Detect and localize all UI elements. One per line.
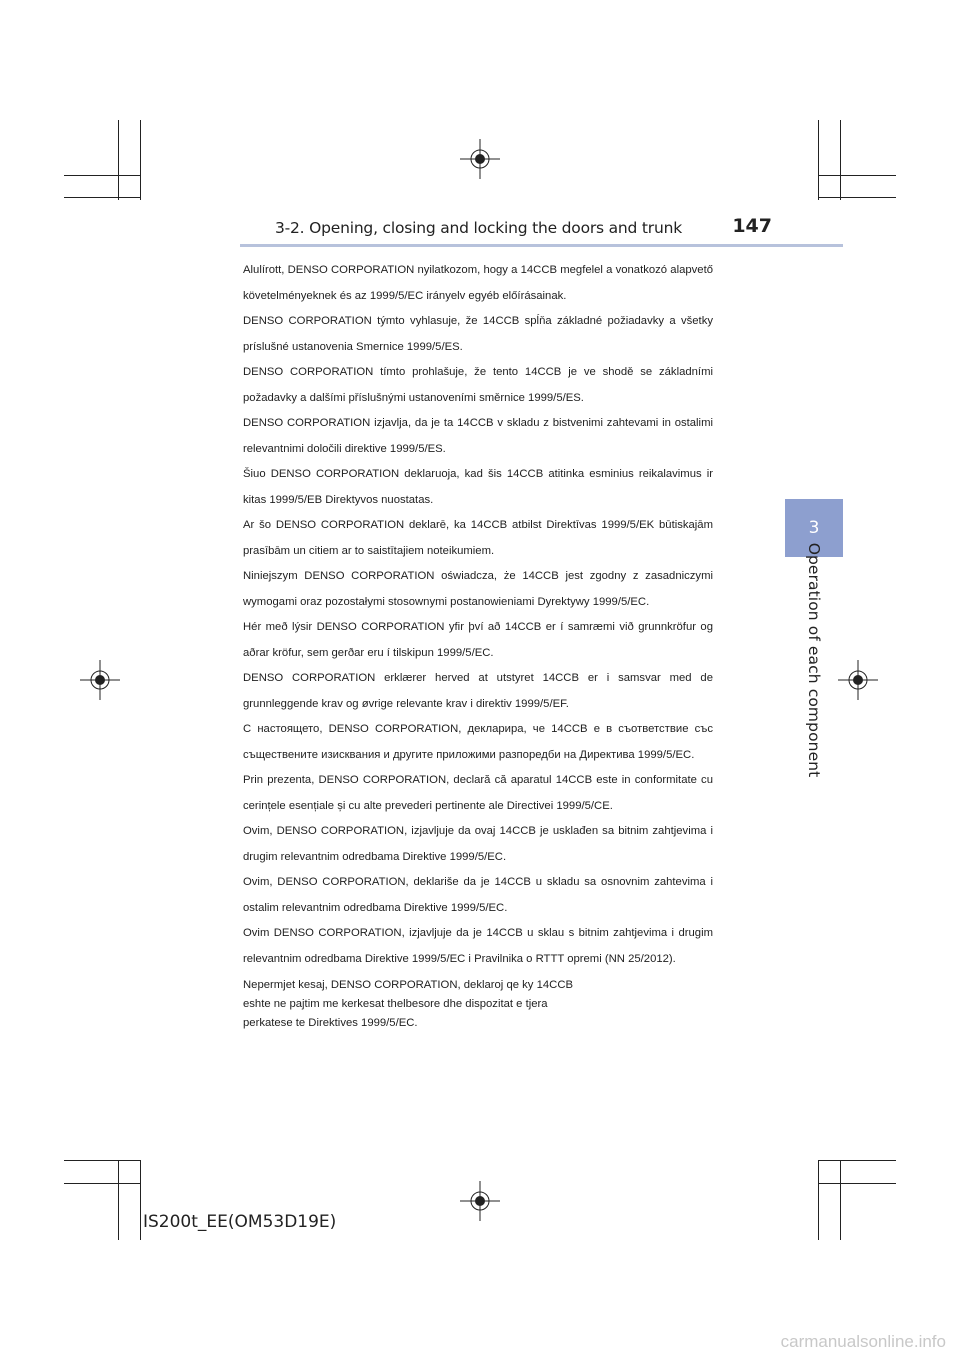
page-number: 147: [732, 215, 772, 237]
crop-mark: [64, 1183, 140, 1184]
registration-mark-icon: [838, 660, 878, 700]
watermark: carmanualsonline.info: [780, 1332, 946, 1351]
crop-mark: [64, 197, 140, 198]
crop-mark: [140, 1160, 141, 1240]
header-divider: [240, 244, 843, 247]
paragraph-sk: DENSO CORPORATION týmto vyhlasuje, že 14CCB spĺňa základné požiadavky a všetky príslušné ustanovenia Smernice 1999/5/ES.: [243, 315, 713, 353]
declaration-text: [243, 258, 713, 1033]
paragraph-cs: DENSO CORPORATION tímto prohlašuje, že tento 14CCB je ve shodě se základními požadavky a dalšími příslušnými ustanoveními směrnice 1999/5/ES.: [243, 366, 713, 404]
crop-mark: [818, 1160, 819, 1240]
paragraph-no: DENSO CORPORATION erklærer herved at utstyret 14CCB er i samsvar med de grunnleggende krav og øvrige relevante krav i direktiv 1999/5/EF.: [243, 672, 713, 710]
crop-mark: [818, 197, 896, 198]
paragraph-sr: Ovim, DENSO CORPORATION, deklariše da je 14CCB u skladu sa osnovnim zahtevima i ostalim relevantnim odredbama Direktive 1999/5/EC.: [243, 876, 713, 914]
section-title: 3-2. Opening, closing and locking the doors and trunk: [274, 219, 682, 237]
paragraph-lv: Ar šo DENSO CORPORATION deklarē, ka 14CCB atbilst Direktīvas 1999/5/EK būtiskajām prasībām un citiem ar to saistītajiem noteikumiem.: [243, 519, 713, 557]
crop-mark: [64, 175, 140, 176]
paragraph-lt: Šiuo DENSO CORPORATION deklaruoja, kad šis 14CCB atitinka esminius reikalavimus ir kitas 1999/5/EB Direktyvos nuostatas.: [243, 468, 713, 506]
paragraph-hu: Alulírott, DENSO CORPORATION nyilatkozom, hogy a 14CCB megfelel a vonatkozó alapvető követelményeknek és az 1999/5/EC irányelv egyéb előírásainak.: [243, 264, 713, 302]
paragraph-sl: DENSO CORPORATION izjavlja, da je ta 14CCB v skladu z bistvenimi zahtevami in ostalimi relevantnimi določili direktive 1999/5/ES.: [243, 417, 713, 455]
paragraph-sq: Nepermjet kesaj, DENSO CORPORATION, deklaroj qe ky 14CCB eshte ne pajtim me kerkesat thelbesore dhe dispozitat e tjera perkatese te Direktives 1999/5/EC.: [243, 979, 574, 1029]
crop-mark: [818, 1160, 896, 1161]
paragraph-bs: Ovim, DENSO CORPORATION, izjavljuje da ovaj 14CCB je usklađen sa bitnim zahtjevima i drugim relevantnim odredbama Direktive 1999/5/EC.: [243, 825, 713, 863]
crop-mark: [818, 1183, 896, 1184]
paragraph-hr: Ovim DENSO CORPORATION, izjavljuje da je 14CCB u sklau s bitnim zahtjevima i drugim relevantnim odredbama Direktive 1999/5/EC i Pravilnika o RTTT opremi (NN 25/2012).: [243, 927, 713, 965]
paragraph-bg: С настоящето, DENSO CORPORATION, декларира, че 14CCB е в съответствие със съществените изисквания и другите приложими разпоредби на Директива 1999/5/EC.: [243, 723, 713, 761]
registration-mark-icon: [460, 1181, 500, 1221]
crop-mark: [64, 1160, 140, 1161]
crop-mark: [840, 120, 841, 200]
registration-mark-icon: [460, 139, 500, 179]
crop-mark: [118, 1160, 119, 1240]
document-code: IS200t_EE(OM53D19E): [143, 1212, 337, 1232]
paragraph-is: Hér með lýsir DENSO CORPORATION yfir því að 14CCB er í samræmi við grunnkröfur og aðrar kröfur, sem gerðar eru í tilskipun 1999/5/EC.: [243, 621, 713, 659]
chapter-number: 3: [808, 518, 820, 538]
paragraph-ro: Prin prezenta, DENSO CORPORATION, declară că aparatul 14CCB este in conformitate cu cerințele esențiale și cu alte prevederi pertinente ale Directivei 1999/5/CE.: [243, 774, 713, 812]
crop-mark: [818, 175, 896, 176]
crop-mark: [140, 120, 141, 200]
crop-mark: [840, 1160, 841, 1240]
chapter-label: Operation of each component: [805, 542, 823, 778]
crop-mark: [118, 120, 119, 200]
paragraph-pl: Niniejszym DENSO CORPORATION oświadcza, że 14CCB jest zgodny z zasadniczymi wymogami oraz pozostałymi stosownymi postanowieniami Dyrektywy 1999/5/EC.: [243, 570, 713, 608]
crop-mark: [818, 120, 819, 200]
registration-mark-icon: [80, 660, 120, 700]
